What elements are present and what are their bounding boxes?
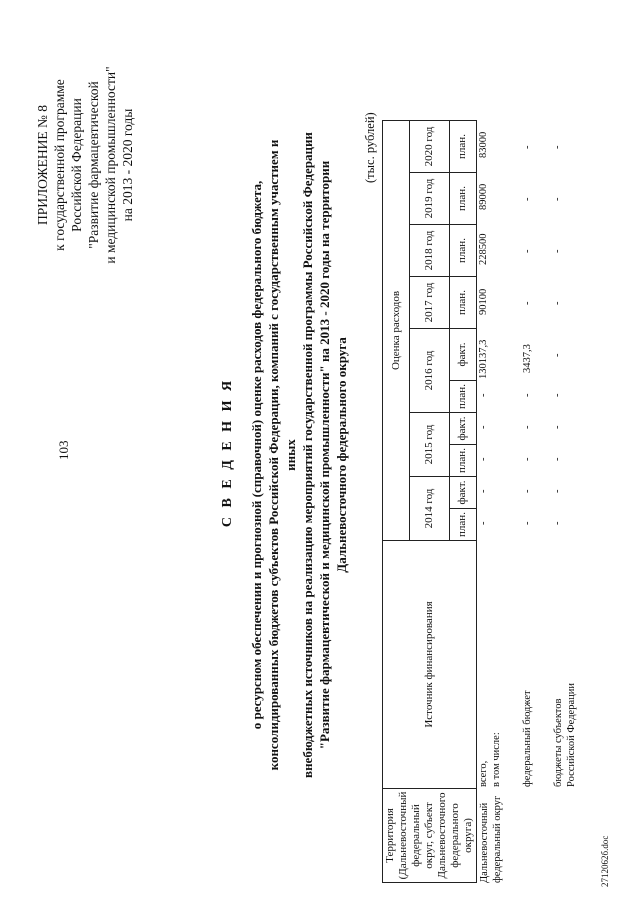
fact-label: факт. xyxy=(449,477,476,509)
value-cell: - xyxy=(552,393,563,397)
value-cell: - xyxy=(522,425,533,429)
value-cell: - xyxy=(522,457,533,461)
subtitle-line: о ресурсном обеспечении и прогнозной (справочной) оценке расходов федерального бюджета, xyxy=(249,180,264,730)
value-cell: - xyxy=(522,301,533,305)
row-source: бюджеты субъектов Российской Федерации xyxy=(553,683,577,787)
value-cell: 228500 xyxy=(478,233,489,265)
plan-label: план. xyxy=(449,509,476,541)
appendix-title: ПРИЛОЖЕНИЕ № 8 xyxy=(35,104,50,226)
value-cell: 90100 xyxy=(478,288,489,315)
plan-label: план. xyxy=(449,445,476,477)
year-2015: 2015 год xyxy=(410,413,449,477)
appendix-line: к государственной программе xyxy=(52,79,67,251)
table-body xyxy=(478,0,588,905)
value-cell: - xyxy=(552,489,563,493)
units-label: (тыс. рублей) xyxy=(363,112,377,183)
plan-label: план. xyxy=(449,121,476,173)
plan-label: план. xyxy=(449,381,476,413)
page-number: 103 xyxy=(56,440,71,460)
document-subtitle xyxy=(248,125,350,785)
fact-label: факт. xyxy=(449,329,476,381)
value-cell: - xyxy=(478,457,489,461)
file-code: 2712062б.doc xyxy=(600,835,610,887)
subtitle-line: консолидированных бюджетов субъектов Российской Федерации, компаний с государственным участием и иных xyxy=(266,139,298,771)
value-cell: - xyxy=(522,521,533,525)
fact-label: факт. xyxy=(449,413,476,445)
value-cell: - xyxy=(522,393,533,397)
value-cell: - xyxy=(478,521,489,525)
year-2018: 2018 год xyxy=(410,225,449,277)
value-cell: - xyxy=(552,197,563,201)
value-cell: - xyxy=(552,425,563,429)
appendix-line: на 2013 - 2020 годы xyxy=(120,108,135,222)
value-cell: 89000 xyxy=(478,183,489,210)
subtitle-line: "Развитие фармацевтической и медицинской промышленности" на 2013 - 2020 годы на территории xyxy=(317,160,332,750)
value-cell: 83000 xyxy=(478,131,489,158)
value-cell: 3437,3 xyxy=(522,344,533,373)
column-territory: Территория (Дальневосточный федеральный округ, субъект Дальневосточного федерального округа) xyxy=(383,789,477,883)
year-2014: 2014 год xyxy=(410,477,449,541)
appendix-line: и медицинской промышленности" xyxy=(103,66,118,264)
column-estimate: Оценка расходов xyxy=(383,121,410,541)
appendix-line: "Развитие фармацевтической xyxy=(86,81,101,249)
document-heading: С В Е Д Е Н И Я xyxy=(220,377,235,528)
value-cell: - xyxy=(552,301,563,305)
row-source-sub: в том числе: xyxy=(491,732,502,787)
value-cell: - xyxy=(552,353,563,357)
subtitle-line: Дальневосточного федерального округа xyxy=(334,337,349,573)
year-2017: 2017 год xyxy=(410,277,449,329)
value-cell: - xyxy=(478,425,489,429)
value-cell: - xyxy=(552,249,563,253)
value-cell: 130137,3 xyxy=(478,339,489,379)
value-cell: - xyxy=(522,145,533,149)
year-2020: 2020 год xyxy=(410,121,449,173)
value-cell: - xyxy=(522,197,533,201)
value-cell: - xyxy=(522,249,533,253)
territory-cell: Дальневосточный федеральный округ xyxy=(479,795,503,883)
value-cell: - xyxy=(552,457,563,461)
subtitle-line: внебюджетных источников на реализацию мероприятий государственной программы Российской Федерации xyxy=(300,132,315,778)
column-source: Источник финансирования xyxy=(383,541,477,789)
value-cell: - xyxy=(522,489,533,493)
plan-label: план. xyxy=(449,277,476,329)
year-2016: 2016 год xyxy=(410,329,449,413)
year-2019: 2019 год xyxy=(410,173,449,225)
row-source: всего, xyxy=(478,760,489,787)
row-source: федеральный бюджет xyxy=(522,690,533,787)
value-cell: - xyxy=(478,489,489,493)
value-cell: - xyxy=(478,393,489,397)
appendix-block xyxy=(34,15,136,315)
value-cell: - xyxy=(552,521,563,525)
plan-label: план. xyxy=(449,225,476,277)
appendix-line: Российской Федерации xyxy=(69,98,84,232)
plan-label: план. xyxy=(449,173,476,225)
expenses-table-header xyxy=(382,120,477,883)
value-cell: - xyxy=(552,145,563,149)
